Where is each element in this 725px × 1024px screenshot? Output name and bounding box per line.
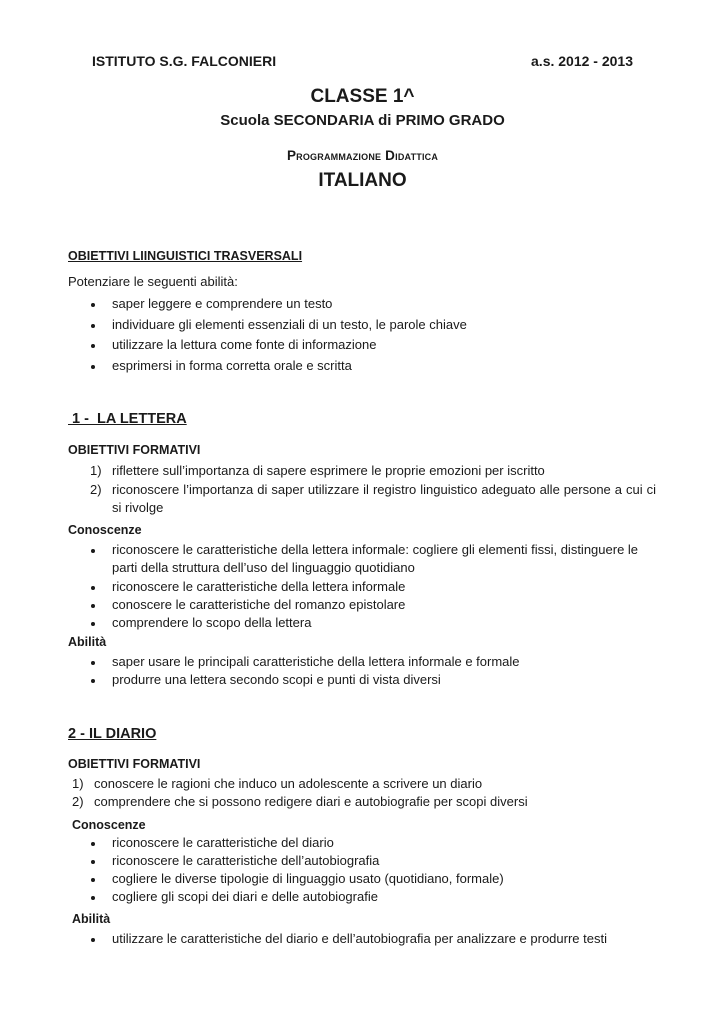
- list-item: 2) comprendere che si possono redigere diari e autobiografie per scopi diversi: [72, 794, 528, 809]
- trasversali-intro: Potenziare le seguenti abilità:: [68, 274, 238, 289]
- section-2-conoscenze-list: [88, 834, 656, 909]
- programmazione-title: Programmazione Didattica: [286, 148, 439, 163]
- list-item: individuare gli elementi essenziali di un testo, le parole chiave: [88, 316, 648, 334]
- school-level: Scuola SECONDARIA di PRIMO GRADO: [220, 112, 505, 129]
- list-item: riconoscere le caratteristiche della lettera informale: cogliere gli elementi fissi, distinguere le parti della struttura dell’uso del linguaggio quotidiano: [88, 541, 656, 577]
- section-2-heading: 2 - IL DIARIO: [68, 726, 157, 742]
- section-1-conoscenze-heading: Conoscenze: [68, 523, 142, 537]
- school-year: a.s. 2012 - 2013: [531, 53, 633, 69]
- list-item: conoscere le caratteristiche del romanzo epistolare: [88, 596, 656, 614]
- section-1-abilita-list: [88, 653, 656, 692]
- section-1-abilita-heading: Abilità: [68, 635, 107, 649]
- list-item: 1) conoscere le ragioni che induco un adolescente a scrivere un diario: [72, 776, 483, 791]
- list-item: produrre una lettera secondo scopi e punti di vista diversi: [88, 671, 656, 689]
- section-2-formativi-list: [72, 775, 656, 811]
- section-2-formativi-heading: OBIETTIVI FORMATIVI: [68, 757, 201, 771]
- list-item: utilizzare la lettura come fonte di informazione: [88, 336, 648, 354]
- section-1-formativi-heading: OBIETTIVI FORMATIVI: [68, 443, 201, 457]
- list-item: saper usare le principali caratteristiche della lettera informale e formale: [88, 653, 656, 671]
- class-title: CLASSE 1^: [310, 86, 415, 107]
- subject-title: ITALIANO: [318, 170, 407, 191]
- list-item: riconoscere le caratteristiche della lettera informale: [88, 578, 656, 596]
- trasversali-list: [88, 295, 648, 377]
- list-item: cogliere le diverse tipologie di linguaggio usato (quotidiano, formale): [88, 870, 656, 888]
- page-header: [92, 53, 633, 69]
- list-item: riconoscere le caratteristiche del diario: [88, 834, 656, 852]
- list-item: comprendere lo scopo della lettera: [88, 614, 656, 632]
- section-1-conoscenze-list: [88, 541, 656, 635]
- trasversali-heading: OBIETTIVI LIINGUISTICI TRASVERSALI: [68, 249, 303, 263]
- section-1-heading: 1 - LA LETTERA: [68, 411, 187, 427]
- section-1-formativi-list: [90, 462, 656, 517]
- list-item: utilizzare le caratteristiche del diario e dell’autobiografia per analizzare e produrre testi: [88, 930, 658, 948]
- list-item: cogliere gli scopi dei diari e delle autobiografie: [88, 888, 656, 906]
- section-2-abilita-list: [88, 930, 658, 951]
- list-item: esprimersi in forma corretta orale e scritta: [88, 357, 648, 375]
- list-item: 2) riconoscere l’importanza di saper utilizzare il registro linguistico adeguato alle persone a cui ci si rivolge: [90, 482, 656, 515]
- list-item: riconoscere le caratteristiche dell’autobiografia: [88, 852, 656, 870]
- list-item: 1) riflettere sull’importanza di sapere esprimere le proprie emozioni per iscritto: [90, 463, 545, 478]
- list-item: saper leggere e comprendere un testo: [88, 295, 648, 313]
- section-2-conoscenze-heading: Conoscenze: [72, 818, 146, 832]
- section-2-abilita-heading: Abilità: [72, 912, 111, 926]
- school-name: ISTITUTO S.G. FALCONIERI: [92, 53, 277, 69]
